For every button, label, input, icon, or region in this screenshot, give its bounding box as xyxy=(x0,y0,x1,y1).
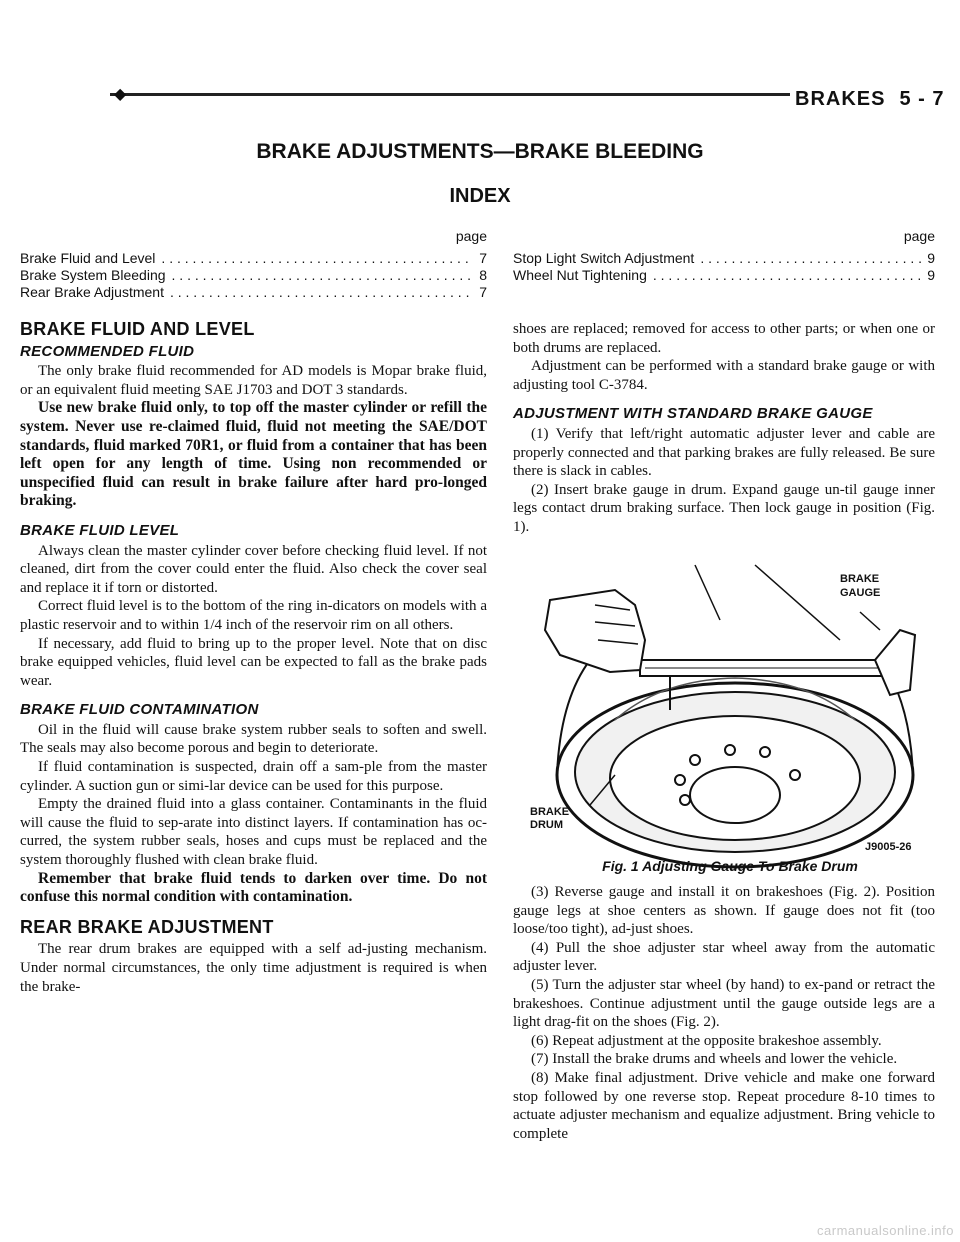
running-header xyxy=(795,88,944,111)
page-title: BRAKE ADJUSTMENTS—BRAKE BLEEDING xyxy=(256,140,704,163)
subsection-heading: RECOMMENDED FLUID xyxy=(20,342,195,360)
right-column-top xyxy=(513,320,935,537)
paragraph: If necessary, add fluid to bring up to the proper level. Note that on disc brake equipped vehicles, fluid level can be expected to fall as the brake pads wear. xyxy=(20,635,487,689)
index-right xyxy=(513,228,935,284)
index-entry[interactable]: Brake System Bleeding . . . 8 xyxy=(20,267,487,284)
step: (4) Pull the shoe adjuster star wheel away from the automatic adjuster lever. xyxy=(513,939,935,975)
section-name: BRAKES xyxy=(795,88,886,110)
step: (7) Install the brake drums and wheels and lower the vehicle. xyxy=(531,1051,898,1068)
figure-label: DRUM xyxy=(530,819,563,831)
figure-code: J9005-26 xyxy=(865,841,912,853)
note-paragraph: Remember that brake fluid tends to darken over time. Do not confuse this normal condition with contamination. xyxy=(20,869,487,906)
figure-label: BRAKE xyxy=(530,806,570,818)
index-entry[interactable]: Brake Fluid and Level . . . 7 xyxy=(20,250,487,267)
left-column xyxy=(20,320,487,996)
index-page-label: page xyxy=(903,228,935,244)
subsection-heading: ADJUSTMENT WITH STANDARD BRAKE GAUGE xyxy=(513,405,873,423)
brake-gauge-figure xyxy=(520,560,940,870)
page-number: 5 - 7 xyxy=(899,88,945,110)
step: (5) Turn the adjuster star wheel (by hand) to ex-pand or retract the brakeshoes. Continue adjustment until the gauge outside legs are a light drag-fit on the shoes (Fig. 2). xyxy=(513,976,935,1031)
index-title: INDEX xyxy=(449,185,511,207)
index-entry[interactable]: Rear Brake Adjustment . . . 7 xyxy=(20,284,487,301)
step: (2) Insert brake gauge in drum. Expand gauge un-til gauge inner legs contact drum braking surface. Then lock gauge in position (Fig. 1). xyxy=(513,481,935,535)
right-column-bottom xyxy=(513,883,935,1143)
step: (6) Repeat adjustment at the opposite brakeshoe assembly. xyxy=(531,1032,882,1049)
paragraph: Empty the drained fluid into a glass container. Contaminants in the fluid will cause the fluid to sep-arate into distinct layers. If contamination has oc-curred, the system rubber seals, hoses and cups must be replaced and the system thoroughly flushed with clean brake fluid. xyxy=(20,796,487,869)
subsection-heading: BRAKE FLUID LEVEL xyxy=(20,521,180,539)
index-left xyxy=(20,228,487,301)
paragraph: Oil in the fluid will cause brake system rubber seals to soften and swell. The seals may also become porous and begin to deteriorate. xyxy=(20,721,487,757)
figure-label: BRAKE xyxy=(840,573,880,585)
paragraph: If fluid contamination is suspected, drain off a sam-ple from the master cylinder. A suction gun or simi-lar device can be used for this purpose. xyxy=(20,759,487,794)
section-heading: REAR BRAKE ADJUSTMENT xyxy=(20,916,274,937)
watermark: carmanualsonline.info xyxy=(817,1223,954,1238)
paragraph: Adjustment can be performed with a standard brake gauge or with adjusting tool C-3784. xyxy=(513,358,935,393)
diamond-icon: ◆ xyxy=(114,86,127,103)
index-entry[interactable]: Stop Light Switch Adjustment . . . 9 xyxy=(513,250,935,267)
index-entry[interactable]: Wheel Nut Tightening . . . 9 xyxy=(513,267,935,284)
paragraph: Correct fluid level is to the bottom of the ring in-dicators on models with a plastic reservoir and to within 1/4 inch of the reservoir rim on all others. xyxy=(20,598,487,633)
step: (3) Reverse gauge and install it on brakeshoes (Fig. 2). Position gauge legs at shoe centers as shown. If gauge does not fit (too loose/too tight), ad-just shoes. xyxy=(513,884,935,938)
step: (8) Make final adjustment. Drive vehicle and make one forward stop followed by one reverse stop. Repeat procedure 8-10 times to actuate adjuster mechanism and equalize adjustment. Bring vehicle to complete xyxy=(513,1069,935,1142)
index-page-label: page xyxy=(455,228,487,244)
subsection-heading: BRAKE FLUID CONTAMINATION xyxy=(20,701,259,719)
step: (1) Verify that left/right automatic adjuster lever and cable are properly connected and that parking brakes are fully released. Be sure there is slack in cables. xyxy=(513,425,935,480)
paragraph: shoes are replaced; removed for access to other parts; or when one or both drums are replaced. xyxy=(513,321,935,356)
figure-caption: Fig. 1 Adjusting Gauge To Brake Drum xyxy=(602,858,858,874)
paragraph: Always clean the master cylinder cover before checking fluid level. If not cleaned, dirt from the cover could enter the fluid. Also check the cover seal and replace it if torn or distorted. xyxy=(20,542,487,596)
paragraph: The rear drum brakes are equipped with a self ad-justing mechanism. Under normal circumstances, the only time adjustment is required is when the brake- xyxy=(20,941,487,995)
warning-paragraph: Use new brake fluid only, to top off the master cylinder or refill the system. Never use re-claimed fluid, fluid not meeting the SAE/DOT standards, fluid marked 70R1, or fluid from a container that has been left open for any length of time. Using non recommended or unspecified fluid can result in brake failure after hard pro-longed braking. xyxy=(20,399,487,510)
paragraph: The only brake fluid recommended for AD models is Mopar brake fluid, or an equivalent fluid meeting SAE J1703 and DOT 3 standards. xyxy=(20,363,487,398)
figure-label: GAUGE xyxy=(840,587,881,599)
section-heading: BRAKE FLUID AND LEVEL xyxy=(20,319,255,339)
header-rule xyxy=(110,93,790,96)
